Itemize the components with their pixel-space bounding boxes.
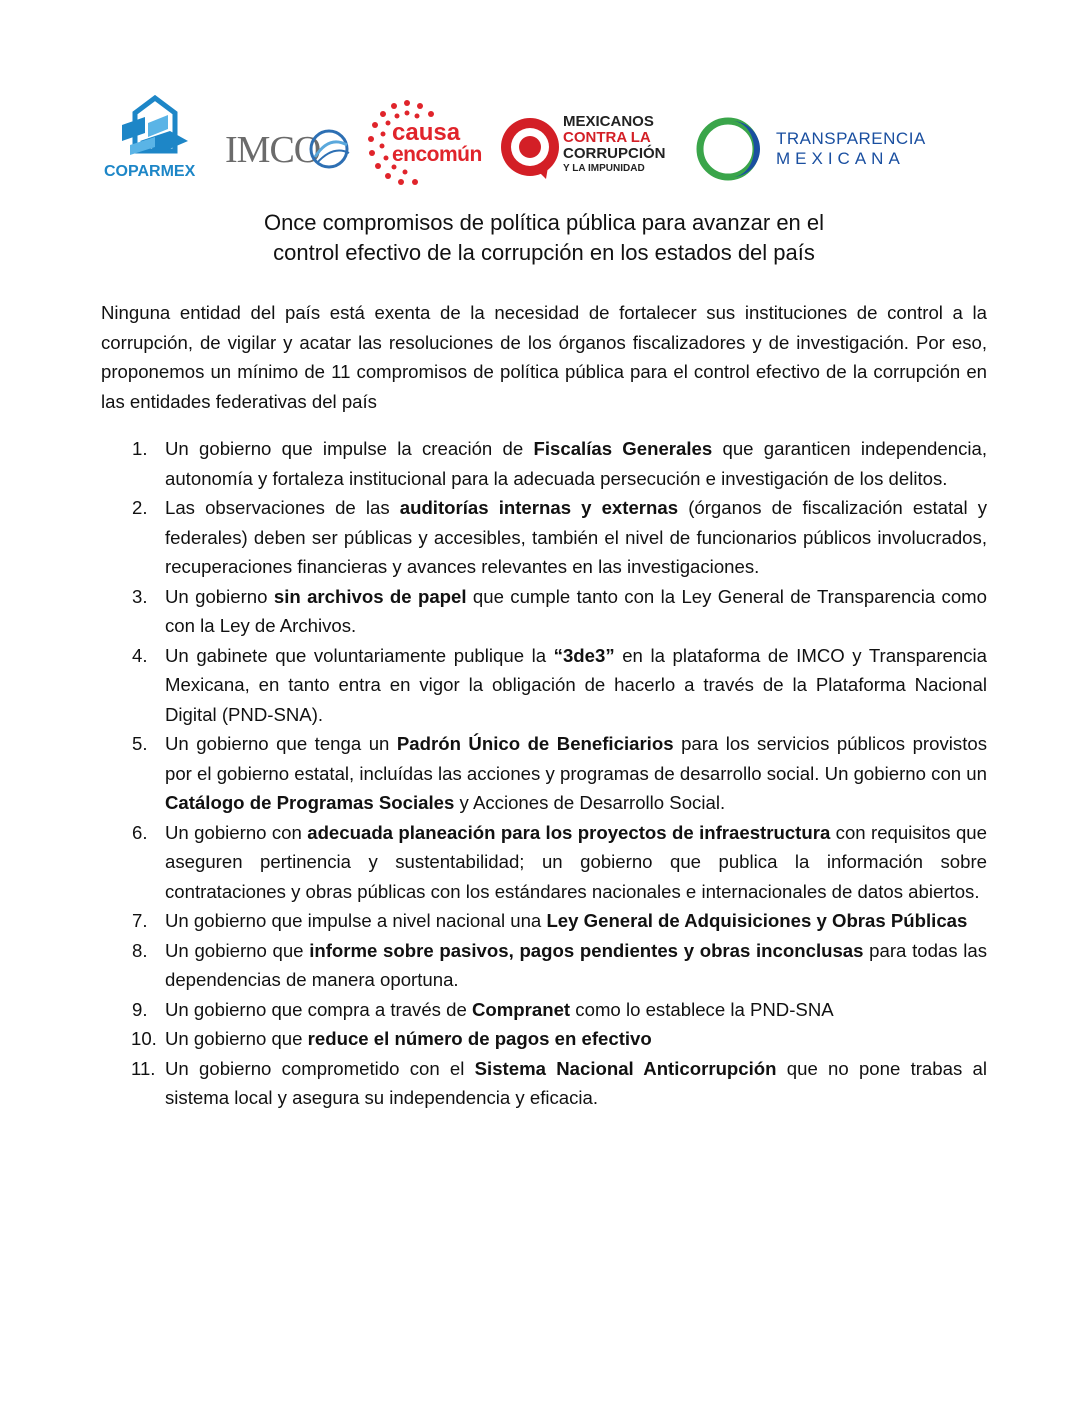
- list-item-text: Un gabinete que voluntariamente publique la: [165, 644, 554, 666]
- mexicanos-line-4: Y LA IMPUNIDAD: [563, 163, 645, 174]
- list-item-number: 10.: [131, 1028, 157, 1049]
- coparmex-logo: [100, 95, 210, 187]
- list-item-number: 4.: [132, 644, 148, 666]
- list-item-text: para los servicios públicos provistos por el gobierno estatal, incluídas las acciones y programas de desarrollo social. Un gobierno con un: [165, 733, 987, 784]
- transparencia-circle-icon: [696, 117, 760, 181]
- list-item: [101, 1024, 987, 1054]
- mexicanos-line-2: CONTRA LA: [563, 129, 651, 146]
- list-item-text: en la plataforma de IMCO y Transparencia Mexicana, en tanto entra en vigor la obligación de hacerlo a través de la Plataforma Nacional Digital (PND-SNA).: [165, 644, 987, 725]
- list-item-emphasis: Sistema Nacional Anticorrupción: [474, 1057, 777, 1079]
- intro-paragraph: Ninguna entidad del país está exenta de la necesidad de fortalecer sus instituciones de control a la corrupción, de vigilar y acatar las resoluciones de los órganos fiscalizadores y de investigación. Por eso, proponemos un mínimo de 11 compromisos de política pública para el control efectivo de la corrupción en las entidades federativas del país: [101, 302, 987, 412]
- list-item-text: Un gobierno: [165, 585, 274, 607]
- list-item-text: Un gobierno que: [165, 1028, 308, 1049]
- list-item: [101, 818, 987, 907]
- list-item-text: Un gobierno que impulse la creación de: [165, 438, 534, 459]
- list-item-text: Las observaciones de las: [165, 497, 400, 518]
- list-item-emphasis: reduce el número de pagos en efectivo: [307, 1028, 652, 1049]
- logo-strip: [100, 95, 990, 195]
- list-item: [101, 729, 987, 818]
- title-line-1: Once compromisos de política pública para avanzar en el: [263, 210, 825, 235]
- list-item-emphasis: adecuada planeación para los proyectos de infraestructura: [307, 821, 831, 843]
- list-item-emphasis: informe sobre pasivos, pagos pendientes y obras inconclusas: [309, 939, 864, 961]
- list-item-text: Un gobierno que compra a través de: [165, 998, 472, 1020]
- list-item: [101, 906, 987, 936]
- list-item-text: como lo establece la PND-SNA: [570, 998, 834, 1020]
- list-item-number: 9.: [132, 998, 148, 1020]
- list-item-number: 2.: [132, 497, 148, 518]
- list-item-number: 3.: [132, 585, 148, 607]
- list-item: [101, 936, 987, 995]
- list-item-emphasis: Fiscalías Generales: [533, 438, 713, 459]
- list-item-emphasis: “3de3”: [553, 644, 615, 666]
- list-item: [101, 582, 987, 641]
- list-item-emphasis: Compranet: [471, 998, 571, 1020]
- list-item-text: que cumple tanto con la Ley General de Transparencia como con la Ley de Archivos.: [165, 585, 987, 636]
- list-item-text: Un gobierno que: [165, 939, 310, 961]
- imco-logo: [225, 125, 353, 175]
- transparencia-mexicana-logo: [696, 115, 926, 185]
- list-item-text: Un gobierno con: [165, 821, 308, 843]
- list-item-text: y Acciones de Desarrollo Social.: [454, 792, 726, 813]
- document-title: [100, 208, 988, 268]
- imco-wordmark: IMCO: [225, 129, 321, 171]
- list-item: [101, 434, 987, 493]
- list-item: [101, 995, 987, 1025]
- list-item-emphasis: Catálogo de Programas Sociales: [165, 792, 455, 813]
- list-item-emphasis: auditorías internas y externas: [399, 497, 679, 518]
- list-item-text: que no pone trabas al sistema local y asegura su independencia y eficacia.: [165, 1057, 987, 1108]
- list-item-number: 1.: [132, 438, 148, 459]
- list-item-text: con requisitos que aseguren pertinencia y sustentabilidad; un gobierno que publica la información sobre contrataciones y obras públicas con los estándares nacionales e internacionales de datos abiertos.: [165, 821, 987, 902]
- causa-en-comun-logo: [362, 97, 492, 189]
- list-item-text: Un gobierno que impulse a nivel nacional una: [165, 910, 547, 931]
- list-item-number: 5.: [132, 733, 148, 754]
- transparencia-line-1: TRANSPARENCIA: [776, 129, 926, 148]
- list-item-text: para todas las dependencias de manera oportuna.: [165, 939, 987, 990]
- list-item: [101, 641, 987, 730]
- imco-swirl-icon: [305, 127, 355, 171]
- list-item-number: 11.: [131, 1057, 156, 1079]
- commitments-list: [101, 434, 987, 1113]
- title-line-2: control efectivo de la corrupción en los estados del país: [273, 240, 815, 265]
- list-item: [101, 493, 987, 582]
- mexicanos-line-1: MEXICANOS: [563, 113, 654, 130]
- list-item-number: 6.: [132, 821, 148, 843]
- list-item-emphasis: sin archivos de papel: [273, 585, 467, 607]
- list-item: [101, 1054, 987, 1113]
- coparmex-emblem-icon: [100, 95, 210, 161]
- transparencia-line-2: MEXICANA: [776, 149, 905, 168]
- list-item-emphasis: Padrón Único de Beneficiarios: [396, 733, 674, 754]
- mexicanos-target-icon: [498, 115, 562, 179]
- list-item-text: Un gobierno comprometido con el: [165, 1057, 475, 1079]
- list-item-text: que garanticen independencia, autonomía y fortaleza institucional para la adecuada persecución e investigación de los delitos.: [165, 438, 987, 489]
- mexicanos-line-3: CORRUPCIÓN: [563, 145, 666, 162]
- encomun-wordmark: encomún: [392, 143, 482, 166]
- list-item-emphasis: Ley General de Adquisiciones y Obras Públicas: [546, 910, 968, 931]
- list-item-text: (órganos de fiscalización estatal y federales) deben ser públicas y accesibles, también el nivel de funcionarios públicos involucrados, recuperaciones financieras y avances relevantes en las investigaciones.: [165, 497, 987, 577]
- mexicanos-contra-la-corrupcion-logo: [498, 113, 678, 183]
- list-item-number: 7.: [132, 910, 148, 931]
- causa-wordmark: causa: [392, 119, 461, 146]
- list-item-number: 8.: [132, 939, 148, 961]
- list-item-text: Un gobierno que tenga un: [165, 733, 397, 754]
- coparmex-wordmark: COPARMEX: [104, 163, 196, 180]
